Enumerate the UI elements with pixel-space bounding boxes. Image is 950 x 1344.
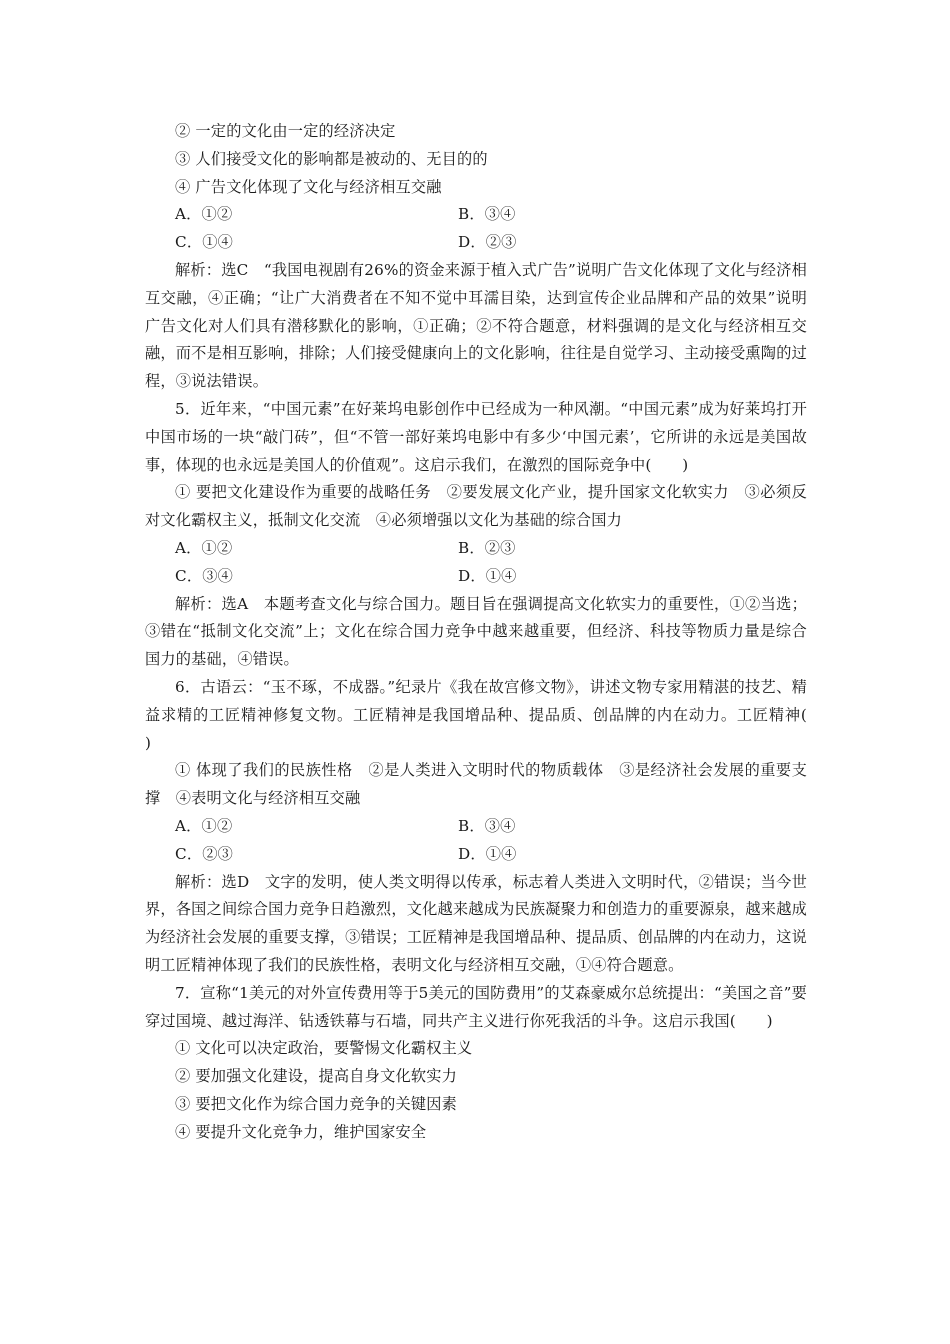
q4-options-row-1 bbox=[145, 201, 807, 229]
q7-item-4: ④ 要提升文化竞争力，维护国家安全 bbox=[175, 1122, 427, 1141]
q4-option-c: C．①④ bbox=[175, 233, 233, 252]
q4-option-a: A．①② bbox=[175, 205, 233, 224]
q6-stem: 6．古语云：“玉不琢，不成器。”纪录片《我在故宫修文物》，讲述文物专家用精湛的技艺、精益求精的工匠精神修复文物。工匠精神是我国增品种、提品质、创品牌的内在动力。工匠精神( ) bbox=[145, 677, 838, 752]
q5-options-row-1 bbox=[145, 535, 807, 563]
q4-analysis: 解析：选C “我国电视剧有26%的资金来源于植入式广告”说明广告文化体现了文化与经济相互交融，④正确；“让广大消费者在不知不觉中耳濡目染，达到宣传企业品牌和产品的效果”说明广告文化对人们具有潜移默化的影响，①正确；②不符合题意，材料强调的是文化与经济相互交融，而不是相互影响，排除；人们接受健康向上的文化影响，往往是自觉学习、主动接受熏陶的过程，③说法错误。 bbox=[145, 260, 807, 391]
q7-item-2: ② 要加强文化建设，提高自身文化软实力 bbox=[175, 1067, 458, 1086]
q6-items: ① 体现了我们的民族性格 ②是人类进入文明时代的物质载体 ③是经济社会发展的重要支撑 ④表明文化与经济相互交融 bbox=[145, 761, 807, 808]
q5-stem: 5．近年来，“中国元素”在好莱坞电影创作中已经成为一种风潮。“中国元素”成为好莱坞打开中国市场的一块“敲门砖”，但“不管一部好莱坞电影中有多少‘中国元素’，它所讲的永远是美国故事，体现的也永远是美国人的价值观”。这启示我们，在激烈的国际竞争中( ) bbox=[145, 399, 807, 474]
q6-options-row-2 bbox=[145, 841, 807, 869]
q4-item-3: ③ 人们接受文化的影响都是被动的、无目的的 bbox=[175, 149, 488, 168]
q4-item-4: ④ 广告文化体现了文化与经济相互交融 bbox=[175, 177, 442, 196]
q6-option-d: D．①④ bbox=[458, 844, 517, 863]
q5-option-d: D．①④ bbox=[458, 566, 517, 585]
q6-option-c: C．②③ bbox=[175, 844, 233, 863]
q4-item-2: ② 一定的文化由一定的经济决定 bbox=[175, 122, 396, 140]
q5-option-a: A．①② bbox=[175, 538, 233, 557]
q5-options-row-2 bbox=[145, 563, 807, 591]
q5-items: ① 要把文化建设作为重要的战略任务 ②要发展文化产业，提升国家文化软实力 ③必须反对文化霸权主义，抵制文化交流 ④必须增强以文化为基础的综合国力 bbox=[145, 483, 807, 530]
q6-options-row-1 bbox=[145, 813, 807, 841]
document-page bbox=[145, 118, 838, 1146]
q7-stem: 7．宣称“1美元的对外宣传费用等于5美元的国防费用”的艾森豪威尔总统提出：“美国之音”要穿过国境、越过海洋、钻透铁幕与石墙，同共产主义进行你死我活的斗争。这启示我国( ) bbox=[145, 983, 807, 1030]
q4-option-b: B．③④ bbox=[458, 205, 516, 224]
q4-option-d: D．②③ bbox=[458, 233, 517, 252]
q5-option-c: C．③④ bbox=[175, 566, 233, 585]
q6-option-a: A．①② bbox=[175, 816, 233, 835]
q6-analysis: 解析：选D 文字的发明，使人类文明得以传承，标志着人类进入文明时代，②错误；当今世界，各国之间综合国力竞争日趋激烈，文化越来越成为民族凝聚力和创造力的重要源泉，越来越成为经济社会发展的重要支撑，③错误；工匠精神是我国增品种、提品质、创品牌的内在动力，这说明工匠精神体现了我们的民族性格，表明文化与经济相互交融，①④符合题意。 bbox=[145, 872, 807, 974]
q7-item-1: ① 文化可以决定政治，要警惕文化霸权主义 bbox=[175, 1039, 473, 1058]
q4-options-row-2 bbox=[145, 229, 807, 257]
q6-option-b: B．③④ bbox=[458, 816, 516, 835]
q5-analysis: 解析：选A 本题考查文化与综合国力。题目旨在强调提高文化软实力的重要性，①②当选；③错在“抵制文化交流”上；文化在综合国力竞争中越来越重要，但经济、科技等物质力量是综合国力的基础，④错误。 bbox=[145, 594, 807, 669]
q7-item-3: ③ 要把文化作为综合国力竞争的关键因素 bbox=[175, 1094, 458, 1113]
q5-option-b: B．②③ bbox=[458, 538, 516, 557]
